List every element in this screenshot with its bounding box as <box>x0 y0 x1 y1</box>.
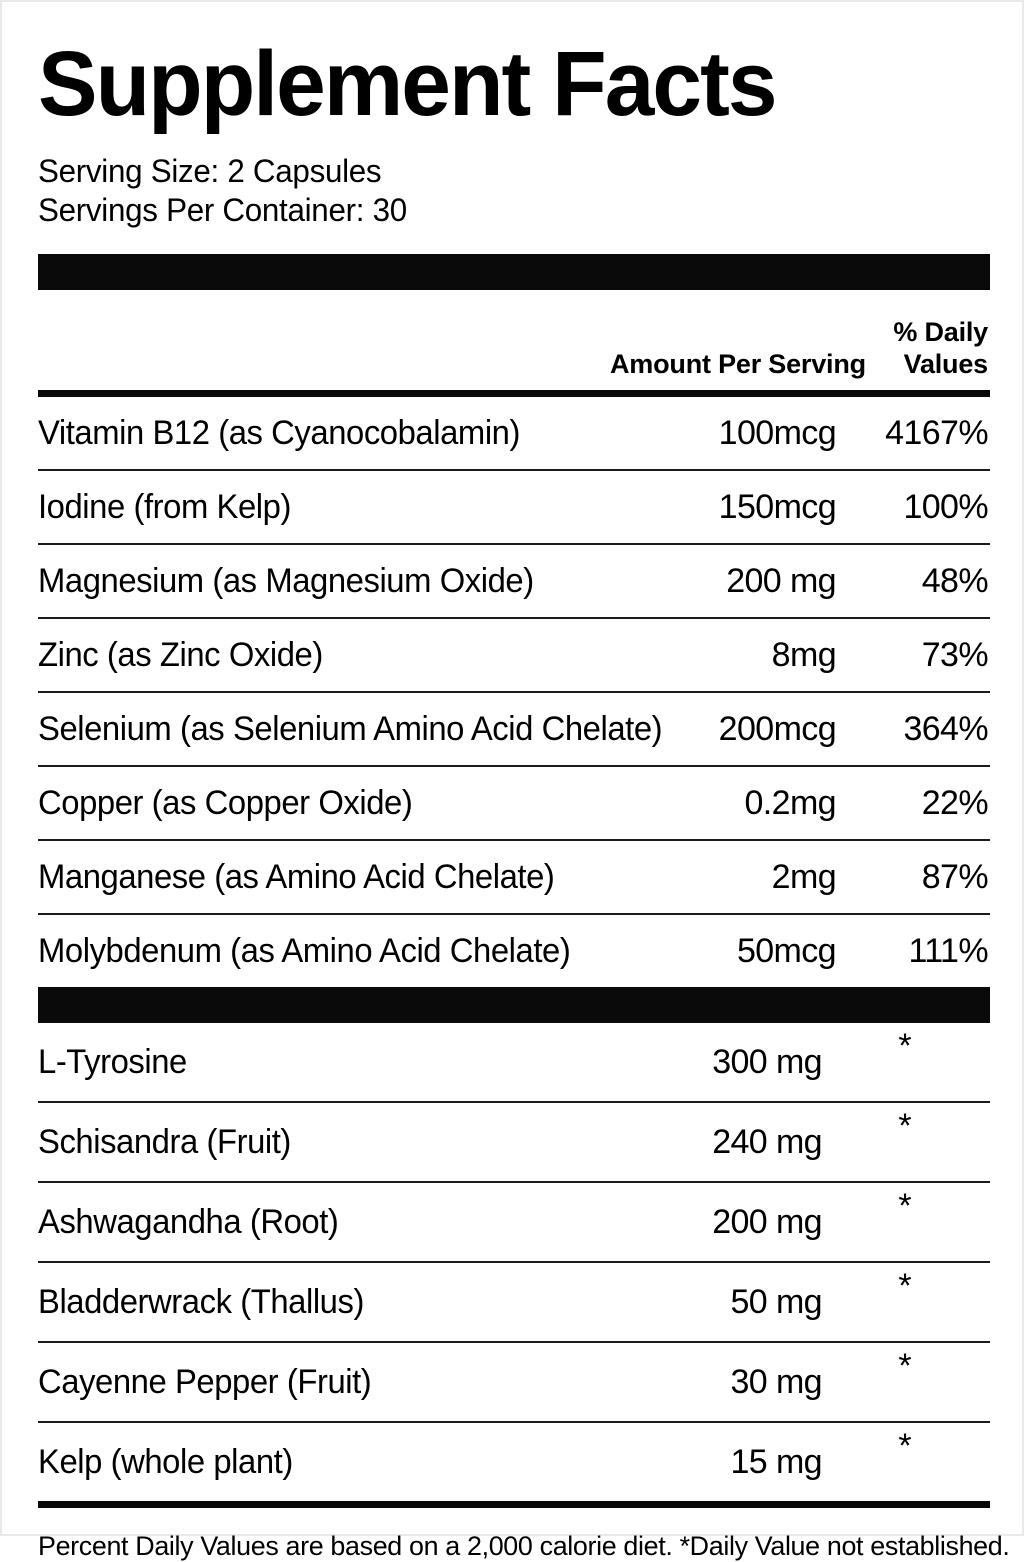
table-row <box>38 1023 990 1101</box>
ingredient-amount: 50mcg <box>736 931 836 970</box>
ingredient-name-cell <box>38 471 610 543</box>
nutrients-table <box>38 290 990 390</box>
table-row <box>38 767 990 839</box>
label-inner <box>38 2 1010 1562</box>
ingredient-name-cell <box>38 1343 610 1421</box>
table-row <box>38 1183 990 1261</box>
column-header-spacer <box>38 290 610 390</box>
header-black-bar <box>38 254 990 290</box>
daily-value-asterisk: * <box>898 1267 912 1305</box>
ingredient-amount: 100mcg <box>718 413 836 452</box>
column-header-row <box>38 290 990 390</box>
daily-value-percent: 22% <box>921 783 988 822</box>
ingredient-name: Schisandra (Fruit) <box>38 1122 291 1161</box>
ingredient-name: Cayenne Pepper (Fruit) <box>38 1362 372 1401</box>
daily-value-header-line1: % Daily <box>893 317 988 347</box>
daily-value-asterisk: * <box>898 1027 912 1065</box>
vitamins-minerals-table <box>38 397 990 987</box>
amount-per-serving-header: Amount Per Serving <box>610 349 866 379</box>
ingredient-name-cell <box>38 1263 610 1341</box>
ingredient-amount: 15 mg <box>730 1442 822 1481</box>
serving-info <box>38 152 990 230</box>
ingredient-amount: 8mg <box>771 635 836 674</box>
footer-heavy-rule <box>38 1501 990 1508</box>
table-row <box>38 915 990 987</box>
table-row <box>38 693 990 765</box>
header-heavy-rule <box>38 390 990 397</box>
ingredient-name: Manganese (as Amino Acid Chelate) <box>38 857 555 896</box>
ingredient-name: Copper (as Copper Oxide) <box>38 783 413 822</box>
ingredient-amount: 200mcg <box>718 709 836 748</box>
ingredient-name: Vitamin B12 (as Cyanocobalamin) <box>38 413 520 452</box>
servings-per-container: Servings Per Container: 30 <box>38 192 407 228</box>
ingredient-amount: 300 mg <box>712 1042 822 1081</box>
ingredient-name-cell <box>38 841 610 913</box>
serving-size: Serving Size: 2 Capsules <box>38 153 382 189</box>
table-row <box>38 619 990 691</box>
ingredient-name-cell <box>38 1103 610 1181</box>
table-row <box>38 1423 990 1501</box>
daily-value-percent: 73% <box>921 635 988 674</box>
blend-black-bar <box>38 987 990 1023</box>
ingredient-name: Zinc (as Zinc Oxide) <box>38 635 323 674</box>
ingredient-amount: 200 mg <box>712 1202 822 1241</box>
footnote: Percent Daily Values are based on a 2,000 calorie diet. *Daily Value not established. <box>38 1531 1010 1561</box>
daily-value-asterisk: * <box>898 1427 912 1465</box>
ingredient-amount: 240 mg <box>712 1122 822 1161</box>
daily-value-asterisk: * <box>898 1187 912 1225</box>
table-row <box>38 397 990 469</box>
ingredient-name: Magnesium (as Magnesium Oxide) <box>38 561 534 600</box>
daily-value-percent: 111% <box>908 931 988 970</box>
daily-value-header-line2: Values <box>903 349 988 379</box>
ingredient-name-cell <box>38 915 610 987</box>
table-row <box>38 1103 990 1181</box>
ingredient-name: Bladderwrack (Thallus) <box>38 1282 364 1321</box>
daily-value-asterisk: * <box>898 1107 912 1145</box>
table-row <box>38 841 990 913</box>
page-title: Supplement Facts <box>38 33 776 135</box>
daily-value-percent: 48% <box>921 561 988 600</box>
ingredient-amount: 200 mg <box>726 561 836 600</box>
table-row <box>38 545 990 617</box>
daily-value-percent: 100% <box>903 487 988 526</box>
daily-value-percent: 87% <box>921 857 988 896</box>
ingredient-name-cell <box>38 693 663 765</box>
ingredient-name: Kelp (whole plant) <box>38 1442 293 1481</box>
ingredient-name-cell <box>38 767 610 839</box>
ingredient-name: Selenium (as Selenium Amino Acid Chelate) <box>38 709 663 748</box>
ingredient-name-cell <box>38 619 610 691</box>
ingredient-name: Ashwagandha (Root) <box>38 1202 339 1241</box>
ingredient-amount: 2mg <box>771 857 836 896</box>
ingredient-amount: 30 mg <box>730 1362 822 1401</box>
ingredient-name: L-Tyrosine <box>38 1042 187 1081</box>
table-row <box>38 1343 990 1421</box>
ingredient-name-cell <box>38 1423 610 1501</box>
ingredient-amount: 150mcg <box>718 487 836 526</box>
ingredient-name-cell <box>38 1183 610 1261</box>
daily-value-percent: 364% <box>903 709 988 748</box>
blend-table <box>38 1023 990 1501</box>
ingredient-amount: 50 mg <box>730 1282 822 1321</box>
ingredient-name-cell <box>38 397 610 469</box>
ingredient-amount: 0.2mg <box>744 783 836 822</box>
ingredient-name-cell <box>38 545 610 617</box>
daily-value-percent: 4167% <box>885 413 988 452</box>
ingredient-name: Molybdenum (as Amino Acid Chelate) <box>38 931 571 970</box>
daily-value-asterisk: * <box>898 1347 912 1385</box>
ingredient-name-cell <box>38 1023 610 1101</box>
table-row <box>38 1263 990 1341</box>
table-row <box>38 471 990 543</box>
ingredient-name: Iodine (from Kelp) <box>38 487 291 526</box>
